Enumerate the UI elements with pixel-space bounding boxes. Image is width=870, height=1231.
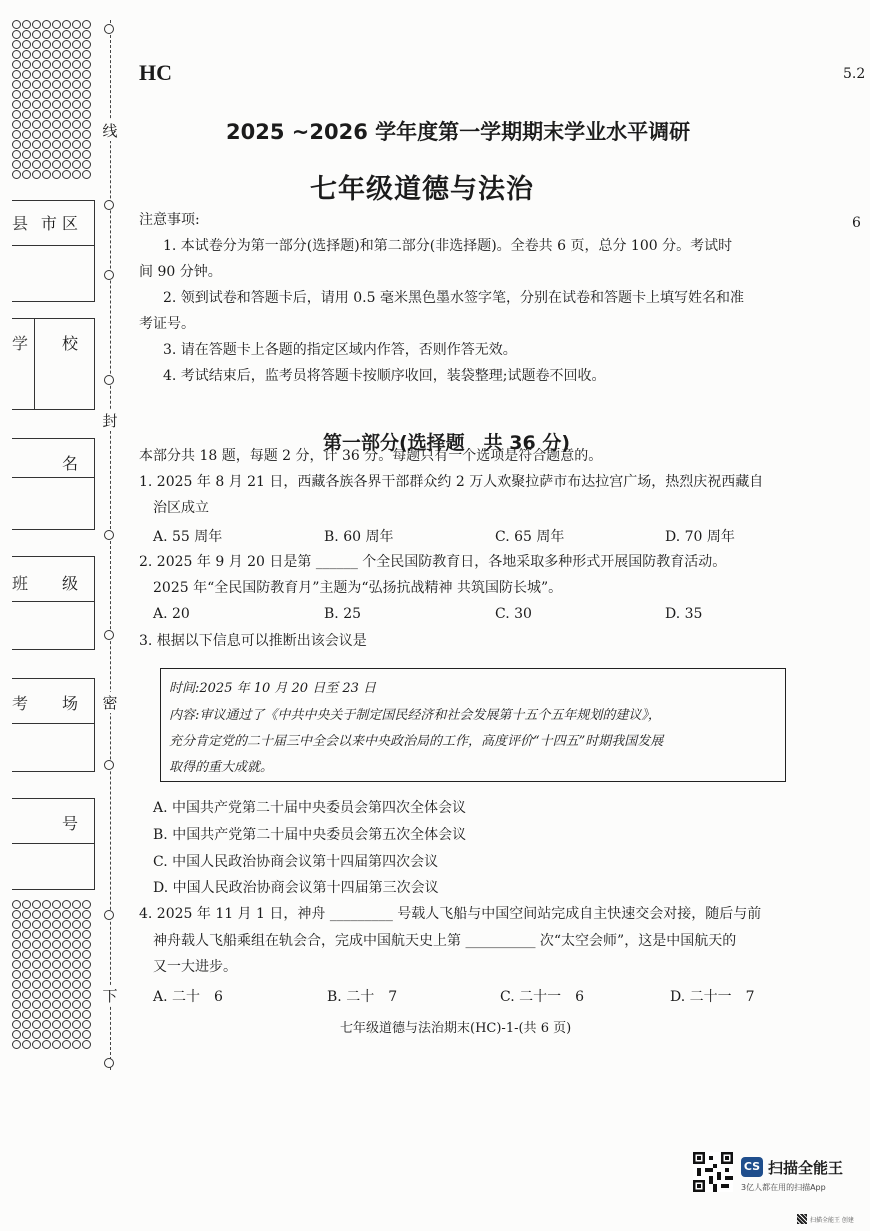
field-school[interactable]: 学 校 [12, 318, 95, 410]
question-4-cont: 神舟载人飞船乘组在轨会合，完成中国航天史上第 __________ 次“太空会师”，这是中国航天的 [153, 933, 737, 949]
part1-title: 第一部分(选择题 共 36 分) [323, 432, 571, 454]
scanner-tagline: 3亿人都在用的扫描App [741, 1183, 826, 1192]
notice-line: 3. 请在答题卡上各题的指定区域内作答，否则作答无效。 [163, 342, 517, 358]
field-school-label: 校 [61, 334, 78, 353]
field-city[interactable]: 县 市 区 [12, 200, 95, 302]
top-dot-pattern [12, 20, 90, 179]
cut-line-dot [104, 910, 114, 920]
q3-option-b[interactable]: B. 中国共产党第二十届中央委员会第五次全体会议 [153, 827, 467, 843]
question-2-cont: 2025 年“全民国防教育月”主题为“弘扬抗战精神 共筑国防长城”。 [153, 580, 563, 596]
field-exam-room-label: 场 [61, 694, 78, 713]
cut-mark-seal: 封 [100, 410, 120, 431]
q3-option-d[interactable]: D. 中国人民政治协商会议第十四届第三次会议 [153, 880, 439, 896]
exam-code: HC [139, 60, 172, 85]
question-4: 4. 2025 年 11 月 1 日，神舟 _________ 号载人飞船与中国空间站完成自主快速交会对接，随后与前 [139, 906, 762, 922]
cut-line-dot [104, 530, 114, 540]
notice-line: 间 90 分钟。 [139, 264, 222, 280]
q3-info-box [160, 668, 786, 782]
q2-option-b[interactable]: B. 25 [324, 606, 362, 622]
q3-info-line: 充分肯定党的二十届三中全会以来中央政治局的工作，高度评价“十四五”时期我国发展 [169, 734, 664, 749]
margin-number: 6 [852, 215, 861, 231]
question-2: 2. 2025 年 9 月 20 日是第 ______ 个全民国防教育日，各地采取多种形式开展国防教育活动。 [139, 554, 727, 570]
cut-line-dot [104, 760, 114, 770]
q1-option-c[interactable]: C. 65 周年 [495, 529, 565, 545]
cut-line-dot [104, 200, 114, 210]
question-4-cont2: 又一大进步。 [153, 959, 237, 975]
page-footer: 七年级道德与法治期末(HC)-1-(共 6 页) [340, 1021, 572, 1036]
q3-info-line: 内容:审议通过了《中共中央关于制定国民经济和社会发展第十五个五年规划的建议》， [169, 708, 661, 723]
notice-line: 4. 考试结束后，监考员将答题卡按顺序收回，装袋整理;试题卷不回收。 [163, 368, 606, 384]
q4-option-c[interactable]: C. 二十一 6 [500, 989, 585, 1005]
small-qr-icon [797, 1214, 807, 1224]
part1-intro: 本部分共 18 题，每题 2 分，计 36 分。每题只有一个选项是符合题意的。 [139, 448, 603, 464]
field-city-label: 市 区 [40, 214, 78, 233]
cut-line-dot [104, 1058, 114, 1068]
notice-line: 考证号。 [139, 316, 195, 332]
question-1: 1. 2025 年 8 月 21 日，西藏各族各界干部群众约 2 万人欢聚拉萨市布达拉宫广场，热烈庆祝西藏自 [139, 474, 764, 490]
field-exam-room[interactable]: 考 场 [12, 678, 95, 772]
exam-title: 2025 ~2026 学年度第一学期期末学业水平调研 [226, 120, 691, 144]
field-name[interactable] [12, 438, 95, 530]
cut-line-dot [104, 270, 114, 280]
cut-mark-below: 下 [100, 985, 120, 1006]
field-name-label: 名 [61, 454, 78, 473]
q3-info-line: 时间:2025 年 10 月 20 日至 23 日 [169, 681, 377, 696]
q1-option-a[interactable]: A. 55 周年 [153, 529, 223, 545]
question-1-cont: 治区成立 [153, 500, 209, 516]
q2-option-a[interactable]: A. 20 [153, 606, 190, 622]
corner-number: 5.2 [843, 66, 866, 82]
cut-line-dot [104, 375, 114, 385]
cut-line-dot [104, 24, 114, 34]
q3-option-c[interactable]: C. 中国人民政治协商会议第十四届第四次会议 [153, 854, 439, 870]
scanner-small-text: 扫描全能王 创建 [810, 1217, 854, 1224]
q4-option-a[interactable]: A. 二十 6 [153, 989, 223, 1005]
field-seat-number[interactable] [12, 798, 95, 890]
cut-mark-line: 线 [100, 120, 120, 141]
subject-title: 七年级道德与法治 [310, 174, 534, 205]
question-3: 3. 根据以下信息可以推断出该会议是 [139, 633, 367, 649]
q3-option-a[interactable]: A. 中国共产党第二十届中央委员会第四次全体会议 [153, 800, 467, 816]
q2-option-c[interactable]: C. 30 [495, 606, 532, 622]
scanner-brand: 扫描全能王 [768, 1159, 844, 1177]
qr-code-icon [693, 1152, 733, 1192]
field-class-label: 级 [61, 574, 78, 593]
notice-line: 1. 本试卷分为第一部分(选择题)和第二部分(非选择题)。全卷共 6 页，总分 100 分。考试时 [163, 238, 733, 254]
q4-option-d[interactable]: D. 二十一 7 [670, 989, 755, 1005]
notice-heading: 注意事项: [139, 212, 200, 228]
camscanner-logo-icon: CS [741, 1157, 763, 1177]
q3-info-line: 取得的重大成就。 [169, 760, 274, 775]
q4-option-b[interactable]: B. 二十 7 [327, 989, 398, 1005]
q1-option-d[interactable]: D. 70 周年 [665, 529, 735, 545]
bottom-dot-pattern [12, 900, 90, 1049]
cut-mark-secret: 密 [100, 692, 120, 713]
q1-option-b[interactable]: B. 60 周年 [324, 529, 394, 545]
cut-line-dot [104, 630, 114, 640]
field-class[interactable]: 班 级 [12, 556, 95, 650]
notice-line: 2. 领到试卷和答题卡后，请用 0.5 毫米黑色墨水签字笔，分别在试卷和答题卡上填写姓名和准 [163, 290, 744, 306]
q2-option-d[interactable]: D. 35 [665, 606, 703, 622]
field-seat-number-label: 号 [61, 814, 78, 833]
